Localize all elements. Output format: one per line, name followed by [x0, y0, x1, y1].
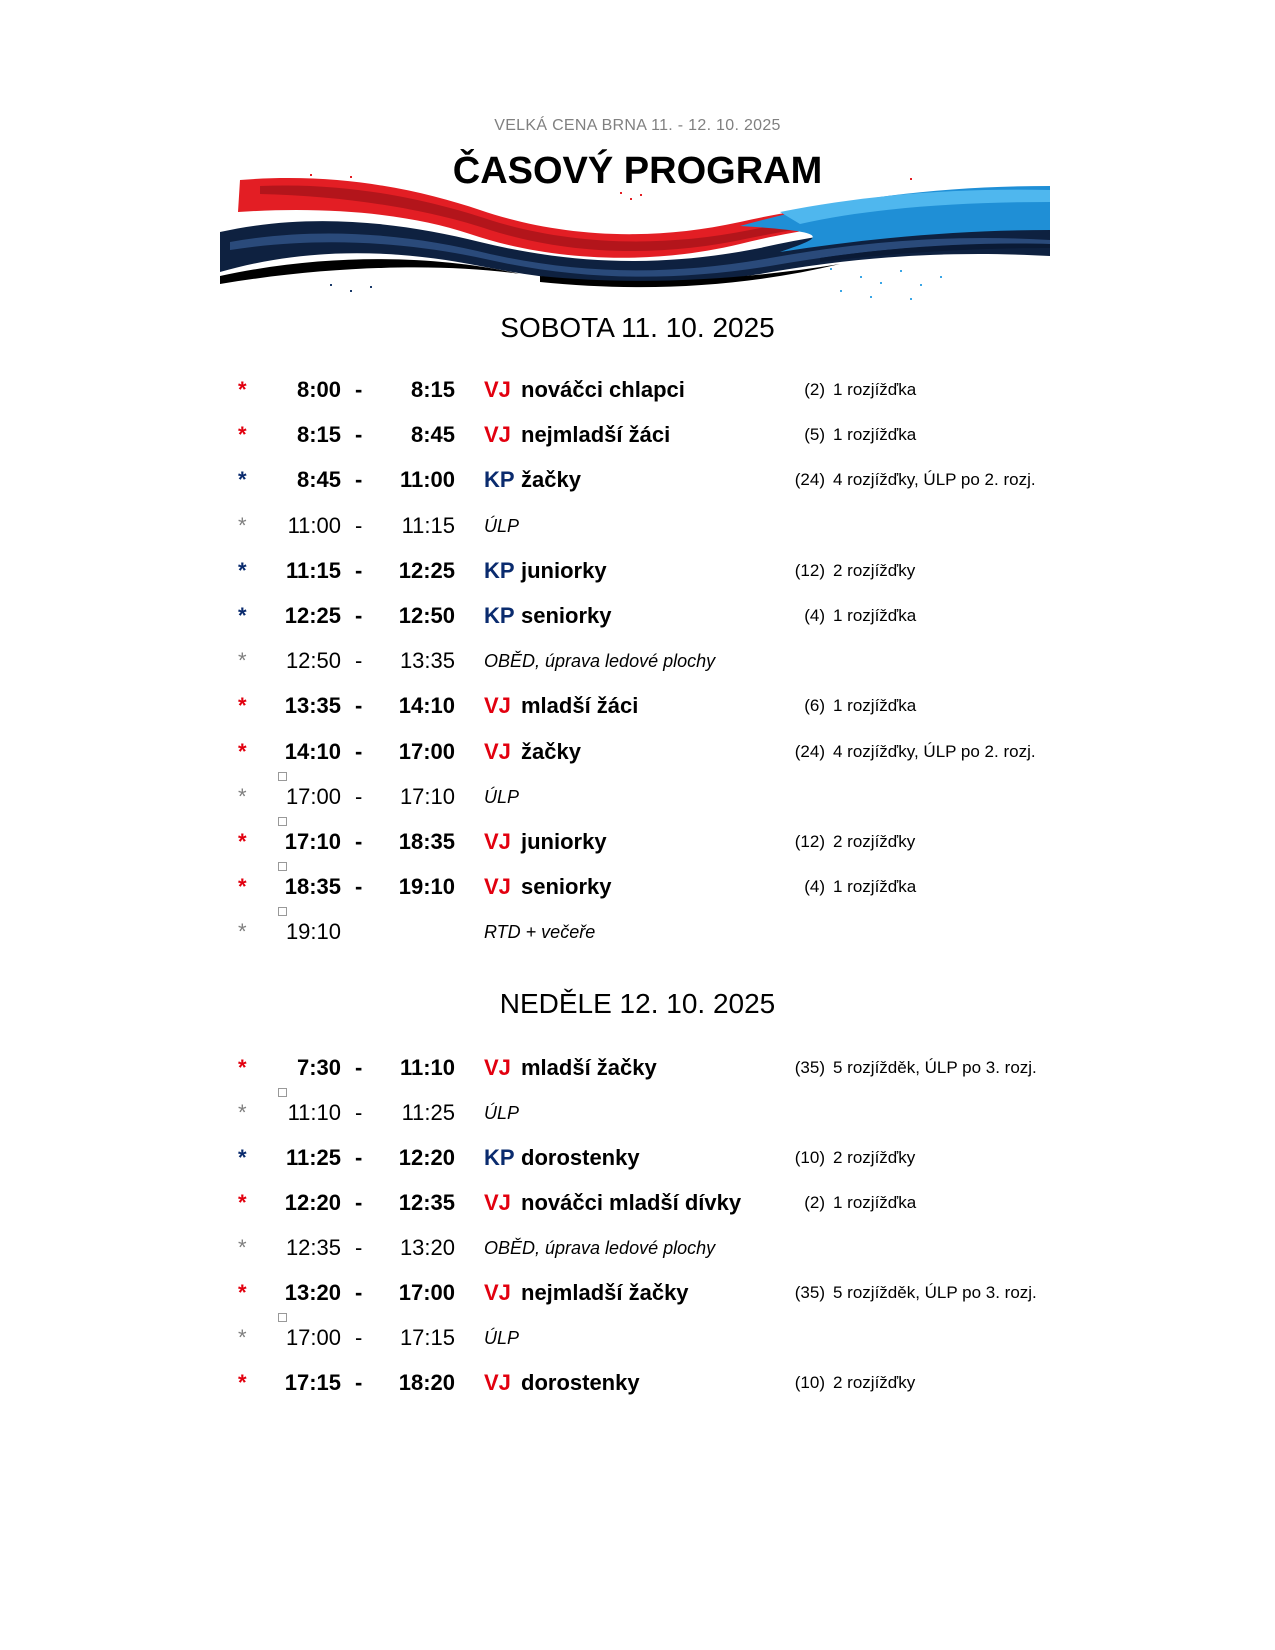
start-time: 11:15 — [285, 557, 341, 583]
start-time: 14:10 — [284, 738, 341, 764]
discipline-code: VJ — [484, 377, 511, 402]
break-note: RTD + večeře — [484, 922, 596, 943]
end-time: 17:00 — [398, 1280, 455, 1305]
heats-info: 2 rozjížďky — [833, 560, 916, 580]
small-square-mark — [278, 817, 287, 826]
schedule-row — [0, 646, 1275, 686]
schedule-row — [0, 917, 1275, 957]
entrant-count: (24) — [794, 470, 825, 490]
start-time: 8:00 — [296, 377, 341, 402]
bullet-star: * — [238, 512, 247, 538]
small-square-mark — [278, 862, 287, 871]
entrant-count: (12) — [794, 832, 825, 851]
end-time: 11:25 — [401, 1100, 455, 1125]
schedule-row — [0, 1143, 1275, 1183]
heats-info: 5 rozjížděk, ÚLP po 3. rozj. — [833, 1283, 1037, 1302]
start-time: 11:10 — [287, 1100, 341, 1125]
start-time: 12:20 — [284, 1190, 341, 1215]
bullet-star: * — [238, 1235, 247, 1260]
entrant-count: (6) — [804, 696, 825, 716]
bullet-star: * — [238, 422, 247, 448]
bullet-star: * — [238, 1280, 247, 1305]
bullet-star: * — [238, 1325, 247, 1350]
schedule-row — [0, 1278, 1275, 1318]
category-name: nejmladší žáci — [521, 422, 671, 448]
schedule-row — [0, 737, 1275, 777]
bullet-star: * — [238, 648, 247, 674]
category-name: seniorky — [521, 874, 612, 900]
entrant-count: (2) — [804, 380, 825, 399]
schedule-row — [0, 511, 1275, 551]
start-time: 12:25 — [284, 603, 341, 628]
category-name: juniorky — [521, 829, 607, 854]
end-time: 12:50 — [398, 603, 455, 628]
end-time: 12:35 — [398, 1190, 455, 1215]
entrant-count: (2) — [804, 1193, 825, 1212]
category-name: žačky — [521, 738, 581, 764]
schedule-row — [0, 1053, 1275, 1093]
discipline-code: VJ — [484, 1190, 511, 1215]
start-time: 8:45 — [296, 467, 341, 493]
bullet-star: * — [238, 783, 247, 809]
end-time: 12:20 — [398, 1145, 455, 1170]
end-time: 12:25 — [398, 557, 455, 583]
start-time: 19:10 — [285, 919, 341, 945]
bullet-star: * — [238, 467, 247, 493]
start-time: 11:25 — [285, 1145, 341, 1170]
time-dash: - — [355, 783, 363, 809]
time-dash: - — [355, 1145, 363, 1170]
start-time: 11:00 — [287, 512, 341, 538]
discipline-code: VJ — [484, 829, 511, 854]
discipline-code: VJ — [484, 422, 511, 448]
break-note: ÚLP — [484, 786, 520, 807]
start-time: 18:35 — [284, 874, 341, 900]
entrant-count: (10) — [794, 1373, 825, 1392]
small-square-mark — [278, 1088, 287, 1097]
heats-info: 4 rozjížďky, ÚLP po 2. rozj. — [833, 470, 1036, 490]
day-heading-sunday: NEDĚLE 12. 10. 2025 — [499, 988, 776, 1019]
entrant-count: (4) — [804, 606, 825, 625]
schedule-row — [0, 465, 1275, 505]
heats-info: 2 rozjížďky — [833, 1148, 916, 1167]
time-dash: - — [355, 1235, 363, 1260]
category-name: mladší žáci — [521, 693, 639, 719]
bullet-star: * — [238, 1190, 247, 1215]
category-name: nejmladší žačky — [521, 1280, 689, 1305]
end-time: 8:15 — [410, 377, 455, 402]
time-dash: - — [355, 738, 363, 764]
day-heading-saturday: SOBOTA 11. 10. 2025 — [500, 312, 775, 343]
heats-info: 5 rozjížděk, ÚLP po 3. rozj. — [833, 1058, 1037, 1077]
time-dash: - — [355, 693, 363, 719]
heats-info: 2 rozjížďky — [833, 1373, 916, 1392]
entrant-count: (24) — [794, 741, 825, 761]
end-time: 11:10 — [399, 1055, 455, 1080]
entrant-count: (35) — [794, 1058, 825, 1077]
break-note: ÚLP — [484, 1103, 520, 1123]
small-square-mark — [278, 907, 287, 916]
schedule-row — [0, 420, 1275, 460]
break-note: ÚLP — [484, 1328, 520, 1348]
break-note: ÚLP — [484, 515, 520, 536]
entrant-count: (4) — [804, 877, 825, 897]
heats-info: 4 rozjížďky, ÚLP po 2. rozj. — [833, 741, 1036, 761]
schedule-row — [0, 872, 1275, 912]
bullet-star: * — [238, 919, 247, 945]
schedule-row — [0, 691, 1275, 731]
discipline-code: KP — [484, 603, 515, 628]
schedule-row — [0, 1188, 1275, 1228]
bullet-star: * — [238, 1055, 247, 1080]
heats-info: 1 rozjížďka — [833, 877, 917, 897]
bullet-star: * — [238, 874, 247, 900]
bullet-star: * — [238, 693, 247, 719]
heats-info: 1 rozjížďka — [833, 696, 917, 716]
discipline-code: VJ — [484, 1055, 511, 1080]
schedule-row — [0, 1098, 1275, 1138]
end-time: 13:35 — [399, 648, 455, 674]
start-time: 13:35 — [284, 693, 341, 719]
end-time: 11:00 — [399, 467, 455, 493]
entrant-count: (10) — [794, 1148, 825, 1167]
start-time: 12:35 — [285, 1235, 341, 1260]
time-dash: - — [355, 557, 363, 583]
wave-banner-graphic — [220, 172, 1050, 312]
category-name: nováčci chlapci — [521, 377, 685, 402]
break-note: OBĚD, úprava ledové plochy — [484, 1238, 716, 1258]
schedule-row — [0, 1323, 1275, 1363]
category-name: nováčci mladší dívky — [521, 1190, 742, 1215]
time-dash: - — [355, 1325, 363, 1350]
schedule-row — [0, 556, 1275, 596]
end-time: 18:35 — [398, 829, 455, 854]
schedule-row — [0, 601, 1275, 641]
entrant-count: (12) — [794, 560, 825, 580]
end-time: 14:10 — [398, 693, 455, 719]
start-time: 17:10 — [284, 829, 341, 854]
bullet-star: * — [238, 377, 247, 402]
category-name: dorostenky — [521, 1145, 640, 1170]
discipline-code: VJ — [484, 874, 511, 900]
discipline-code: VJ — [484, 1280, 511, 1305]
discipline-code: VJ — [484, 738, 511, 764]
end-time: 18:20 — [398, 1370, 455, 1395]
time-dash: - — [355, 874, 363, 900]
discipline-code: VJ — [484, 693, 511, 719]
discipline-code: KP — [484, 1145, 515, 1170]
schedule-row — [0, 1233, 1275, 1273]
category-name: žačky — [521, 467, 581, 493]
event-title: VELKÁ CENA BRNA 11. - 12. 10. 2025 — [494, 117, 781, 134]
start-time: 7:30 — [296, 1055, 341, 1080]
start-time: 17:00 — [285, 1325, 341, 1350]
end-time: 8:45 — [410, 422, 455, 448]
schedule-row — [0, 375, 1275, 415]
start-time: 17:00 — [285, 783, 341, 809]
category-name: dorostenky — [521, 1370, 640, 1395]
bullet-star: * — [238, 557, 247, 583]
break-note: OBĚD, úprava ledové plochy — [484, 651, 716, 672]
schedule-row — [0, 827, 1275, 867]
time-dash: - — [355, 422, 363, 448]
time-dash: - — [355, 1100, 363, 1125]
time-dash: - — [355, 1190, 363, 1215]
category-name: seniorky — [521, 603, 612, 628]
start-time: 13:20 — [284, 1280, 341, 1305]
entrant-count: (35) — [794, 1283, 825, 1302]
end-time: 17:10 — [399, 783, 455, 809]
start-time: 12:50 — [285, 648, 341, 674]
time-dash: - — [355, 512, 363, 538]
bullet-star: * — [238, 738, 247, 764]
time-dash: - — [355, 829, 363, 854]
time-dash: - — [355, 648, 363, 674]
time-dash: - — [355, 603, 363, 628]
category-name: mladší žačky — [521, 1055, 657, 1080]
bullet-star: * — [238, 829, 247, 854]
heats-info: 2 rozjížďky — [833, 832, 916, 851]
entrant-count: (5) — [804, 425, 825, 445]
end-time: 17:15 — [399, 1325, 455, 1350]
discipline-code: KP — [484, 467, 515, 493]
heats-info: 1 rozjížďka — [833, 425, 917, 445]
discipline-code: VJ — [484, 1370, 511, 1395]
schedule-row — [0, 1368, 1275, 1408]
schedule-row — [0, 782, 1275, 822]
bullet-star: * — [238, 1100, 247, 1125]
end-time: 13:20 — [399, 1235, 455, 1260]
start-time: 8:15 — [296, 422, 341, 448]
small-square-mark — [278, 772, 287, 781]
time-dash: - — [355, 377, 363, 402]
discipline-code: KP — [484, 557, 515, 583]
page-title: ČASOVÝ PROGRAM — [452, 150, 823, 192]
time-dash: - — [355, 1370, 363, 1395]
end-time: 17:00 — [398, 738, 455, 764]
heats-info: 1 rozjížďka — [833, 380, 917, 399]
start-time: 17:15 — [284, 1370, 341, 1395]
end-time: 19:10 — [398, 874, 455, 900]
bullet-star: * — [238, 603, 247, 628]
bullet-star: * — [238, 1145, 247, 1170]
heats-info: 1 rozjížďka — [833, 606, 917, 625]
time-dash: - — [355, 1280, 363, 1305]
time-dash: - — [355, 1055, 363, 1080]
time-dash: - — [355, 467, 363, 493]
small-square-mark — [278, 1313, 287, 1322]
end-time: 11:15 — [401, 512, 455, 538]
bullet-star: * — [238, 1370, 247, 1395]
category-name: juniorky — [521, 557, 607, 583]
heats-info: 1 rozjížďka — [833, 1193, 917, 1212]
